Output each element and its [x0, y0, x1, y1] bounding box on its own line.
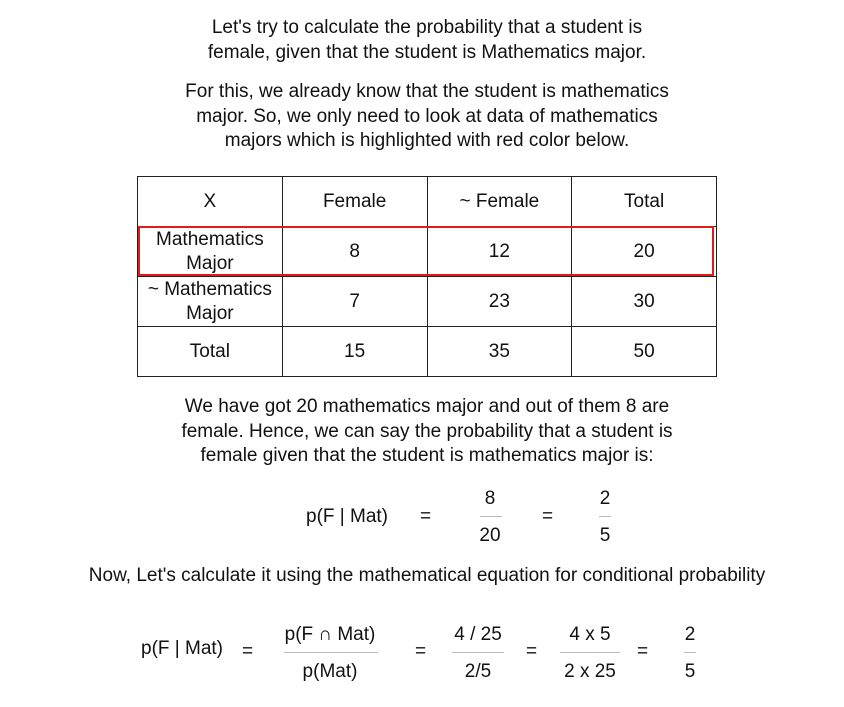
context-line-1: For this, we already know that the student is mathematics	[185, 81, 669, 102]
cell-grand-total: 50	[572, 327, 717, 377]
eq2-fraction-2-bar	[452, 652, 504, 653]
eq2-fraction-1-bar	[284, 652, 378, 653]
eq1-fraction-2-bar	[599, 516, 611, 517]
intro-line-1: Let's try to calculate the probability that a student is	[211, 17, 643, 38]
transition-text: Now, Let's calculate it using the mathematical equation for conditional probability	[88, 565, 766, 586]
eq2-fraction-4-denominator: 5	[684, 661, 696, 682]
contingency-table	[137, 176, 717, 377]
context-line-2: major. So, we only need to look at data of mathematics	[196, 105, 658, 127]
row-label-math-major	[138, 227, 283, 277]
eq1-fraction-1-numerator: 8	[484, 488, 496, 509]
result-line-2: female. Hence, we can say the probability that a student is	[181, 420, 673, 442]
table-row-not-math-major	[138, 277, 717, 327]
table-header-row	[138, 177, 717, 227]
row-label-line-1: Mathematics	[156, 228, 264, 250]
eq1-equals-1: =	[420, 506, 432, 527]
cell-total-not-female: 35	[427, 327, 572, 377]
row-label-line-2: Major	[186, 252, 234, 274]
eq1-fraction-1-bar	[480, 516, 502, 517]
result-paragraph	[0, 395, 844, 469]
cell-not-math-not-female: 23	[427, 277, 572, 327]
cell-not-math-female: 7	[282, 277, 427, 327]
header-cell-x: X	[138, 177, 283, 227]
header-cell-female: Female	[282, 177, 427, 227]
eq1-equals-2: =	[542, 506, 554, 527]
eq2-fraction-3-denominator: 2 x 25	[564, 661, 616, 682]
eq2-equals-4: =	[637, 641, 649, 662]
cell-math-female: 8	[282, 227, 427, 277]
table-row-total	[138, 327, 717, 377]
eq2-fraction-3-bar	[560, 652, 620, 653]
intro-line-2: female, given that the student is Mathematics major.	[207, 41, 647, 63]
row-label-line-2: Major	[186, 302, 234, 324]
result-line-1: We have got 20 mathematics major and out of them 8 are	[184, 396, 670, 417]
row-label-not-math-major	[138, 277, 283, 327]
cell-not-math-total: 30	[572, 277, 717, 327]
cell-math-not-female: 12	[427, 227, 572, 277]
eq2-equals-2: =	[415, 641, 427, 662]
eq1-lhs: p(F | Mat)	[306, 506, 388, 527]
eq2-fraction-1-numerator: p(F ∩ Mat)	[284, 624, 376, 645]
eq1-fraction-2-denominator: 5	[599, 525, 611, 546]
header-cell-not-female: ~ Female	[427, 177, 572, 227]
eq2-equals-1: =	[242, 641, 254, 662]
eq2-fraction-2-denominator: 2/5	[464, 661, 492, 682]
header-cell-total: Total	[572, 177, 717, 227]
cell-total-female: 15	[282, 327, 427, 377]
eq1-fraction-2-numerator: 2	[599, 488, 611, 509]
eq2-fraction-4-bar	[684, 652, 696, 653]
context-line-3: majors which is highlighted with red color below.	[224, 130, 630, 151]
table-row-math-major	[138, 227, 717, 277]
eq2-fraction-2-numerator: 4 / 25	[454, 624, 502, 645]
eq2-fraction-3-numerator: 4 x 5	[569, 624, 611, 645]
eq1-fraction-1-denominator: 20	[479, 525, 501, 546]
row-label-line-1: ~ Mathematics	[147, 278, 272, 300]
cell-math-total: 20	[572, 227, 717, 277]
eq2-equals-3: =	[526, 641, 538, 662]
row-label-total: Total	[138, 327, 283, 377]
eq2-fraction-1-denominator: p(Mat)	[302, 661, 358, 682]
eq2-fraction-4-numerator: 2	[684, 624, 696, 645]
result-line-3: female given that the student is mathematics major is:	[200, 445, 654, 466]
intro-paragraph	[0, 16, 844, 65]
eq2-lhs: p(F | Mat)	[141, 638, 223, 659]
context-paragraph	[0, 80, 844, 154]
